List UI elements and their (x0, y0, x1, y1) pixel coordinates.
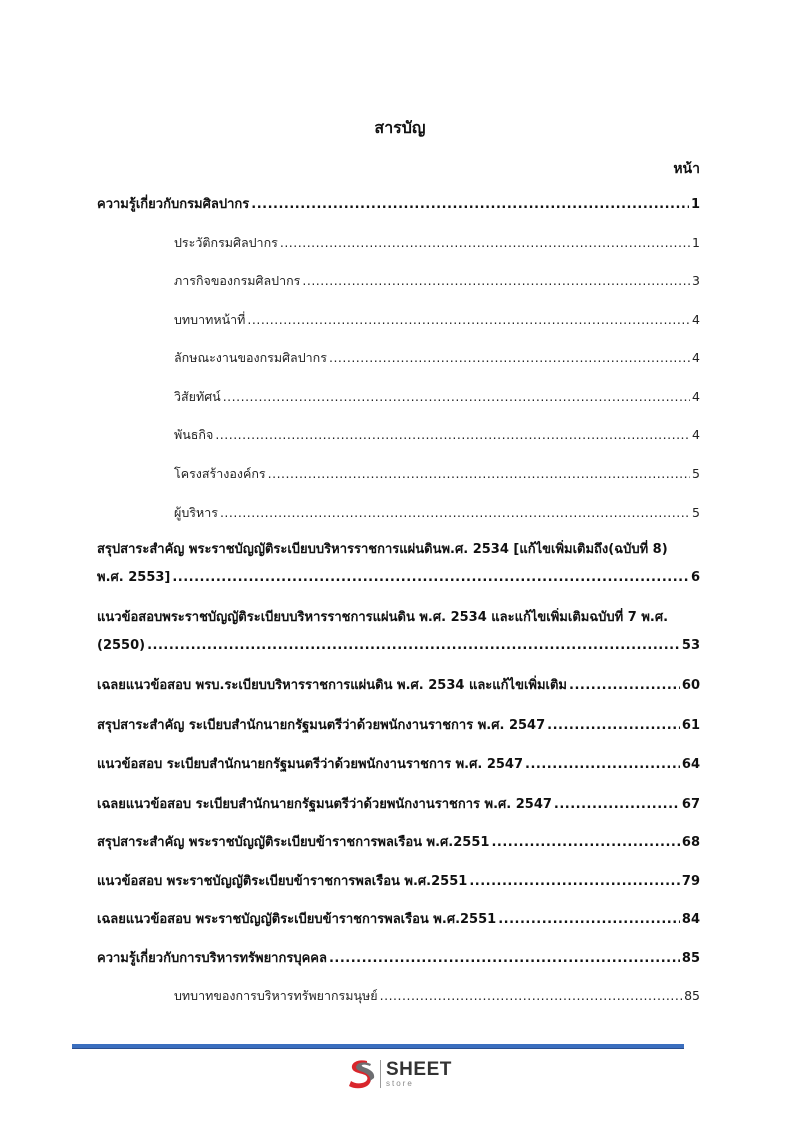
toc-entry[interactable] (97, 872, 700, 892)
toc-entry-label: ผู้บริหาร (174, 505, 218, 520)
page-title: สารบัญ (374, 118, 426, 137)
toc-subentry[interactable] (174, 387, 700, 407)
toc-subentry[interactable] (174, 348, 700, 368)
toc-leader-dots (302, 271, 690, 291)
toc-entry-label: บทบาทของการบริหารทรัพยากรมนุษย์ (174, 988, 378, 1003)
toc-entry-label: วิสัยทัศน์ (174, 389, 221, 404)
toc-entry-label: แนวข้อสอบ ระเบียบสำนักนายกรัฐมนตรีว่าด้วยพนักงานราชการ พ.ศ. 2547 (97, 757, 524, 772)
toc-entry-page: 4 (692, 427, 700, 442)
sheet-store-logo (345, 1057, 452, 1091)
toc-entry-page: 67 (681, 797, 700, 812)
toc-leader-dots (220, 503, 690, 523)
sheet-logo-icon (345, 1057, 375, 1091)
toc-entry[interactable] (97, 636, 700, 656)
toc-subentry[interactable] (174, 233, 700, 253)
toc-entry-label: โครงสร้างองค์กร (174, 466, 266, 481)
toc-entry-label: ลักษณะงานของกรมศิลปากร (174, 350, 327, 365)
toc-leader-dots (147, 636, 680, 656)
toc-entry-first-line[interactable]: สรุปสาระสำคัญ พระราชบัญญัติระเบียบบริหารราชการแผ่นดินพ.ศ. 2534 [แก้ไขเพิ่มเติมถึง(ฉบับที่ 8) (97, 542, 668, 557)
toc-entry[interactable] (97, 949, 700, 969)
toc-entry-page: 61 (681, 718, 700, 733)
toc-subentry[interactable] (174, 425, 700, 445)
toc-entry-page: 3 (692, 273, 700, 288)
toc-subentry[interactable] (174, 986, 700, 1006)
toc-entry-page: 64 (681, 757, 700, 772)
toc-leader-dots (223, 387, 690, 407)
toc-leader-dots (525, 755, 680, 775)
toc-entry-page: 1 (690, 197, 700, 212)
toc-entry-label: สรุปสาระสำคัญ พระราชบัญญัติระเบียบข้าราชการพลเรือน พ.ศ.2551 (97, 835, 490, 850)
toc-entry[interactable] (97, 195, 700, 215)
toc-entry-page: 85 (684, 988, 700, 1003)
toc-entry-page: 4 (692, 312, 700, 327)
toc-entry-page: 85 (681, 951, 700, 966)
logo-separator (380, 1060, 381, 1088)
toc-entry[interactable] (97, 833, 700, 853)
toc-entry-page: 4 (692, 389, 700, 404)
toc-subentry[interactable] (174, 310, 700, 330)
toc-entry-label: สรุปสาระสำคัญ ระเบียบสำนักนายกรัฐมนตรีว่าด้วยพนักงานราชการ พ.ศ. 2547 (97, 718, 546, 733)
toc-entry-label: พ.ศ. 2553] (97, 570, 171, 585)
toc-leader-dots (268, 464, 690, 484)
toc-entry[interactable] (97, 755, 700, 775)
toc-leader-dots (547, 716, 680, 736)
toc-entry[interactable] (97, 795, 700, 815)
toc-leader-dots (247, 310, 690, 330)
page-column-header: หน้า (673, 161, 700, 177)
toc-entry-label: เฉลยแนวข้อสอบ พรบ.ระเบียบบริหารราชการแผ่นดิน พ.ศ. 2534 และแก้ไขเพิ่มเติม (97, 678, 567, 693)
footer-divider-bar (72, 1044, 684, 1049)
toc-entry[interactable] (97, 910, 700, 930)
toc-entry-first-line[interactable]: แนวข้อสอบพระราชบัญญัติระเบียบบริหารราชการแผ่นดิน พ.ศ. 2534 และแก้ไขเพิ่มเติมฉบับที่ 7 พ.ศ. (97, 610, 669, 625)
toc-entry[interactable] (97, 676, 700, 696)
toc-entry-page: 4 (692, 350, 700, 365)
toc-entry-page: 5 (692, 466, 700, 481)
toc-leader-dots (380, 986, 682, 1006)
logo-brand-subtext: store (386, 1079, 414, 1088)
toc-entry-label: ภารกิจของกรมศิลปากร (174, 273, 301, 288)
toc-subentry[interactable] (174, 503, 700, 523)
toc-entry-label: ประวัติกรมศิลปากร (174, 235, 278, 250)
toc-leader-dots (172, 568, 689, 588)
toc-entry-label: แนวข้อสอบ พระราชบัญญัติระเบียบข้าราชการพลเรือน พ.ศ.2551 (97, 874, 468, 889)
toc-leader-dots (569, 676, 680, 696)
toc-entry-label: ความรู้เกี่ยวกับการบริหารทรัพยากรบุคคล (97, 951, 327, 966)
toc-entry-page: 79 (681, 874, 700, 889)
toc-leader-dots (469, 872, 680, 892)
toc-entry-page: 84 (681, 912, 700, 927)
toc-entry[interactable] (97, 568, 700, 588)
toc-entry[interactable] (97, 716, 700, 736)
toc-entry-page: 5 (692, 505, 700, 520)
toc-entry-page: 68 (681, 835, 700, 850)
toc-subentry[interactable] (174, 271, 700, 291)
toc-leader-dots (491, 833, 679, 853)
toc-leader-dots (554, 795, 680, 815)
toc-entry-page: 6 (690, 570, 700, 585)
logo-brand-text: SHEET (386, 1059, 452, 1080)
toc-entry-label: เฉลยแนวข้อสอบ ระเบียบสำนักนายกรัฐมนตรีว่าด้วยพนักงานราชการ พ.ศ. 2547 (97, 797, 552, 812)
toc-entry-label: บทบาทหน้าที่ (174, 312, 246, 327)
toc-entry-label: ความรู้เกี่ยวกับกรมศิลปากร (97, 197, 250, 212)
toc-leader-dots (329, 348, 690, 368)
toc-leader-dots (251, 195, 689, 215)
toc-subentry[interactable] (174, 464, 700, 484)
toc-leader-dots (215, 425, 690, 445)
toc-entry-label: (2550) (97, 638, 146, 653)
toc-entry-page: 1 (692, 235, 700, 250)
toc-leader-dots (498, 910, 680, 930)
toc-leader-dots (329, 949, 680, 969)
toc-entry-page: 53 (681, 638, 700, 653)
toc-entry-label: เฉลยแนวข้อสอบ พระราชบัญญัติระเบียบข้าราชการพลเรือน พ.ศ.2551 (97, 912, 497, 927)
toc-entry-page: 60 (681, 678, 700, 693)
toc-leader-dots (280, 233, 690, 253)
toc-entry-label: พันธกิจ (174, 427, 214, 442)
